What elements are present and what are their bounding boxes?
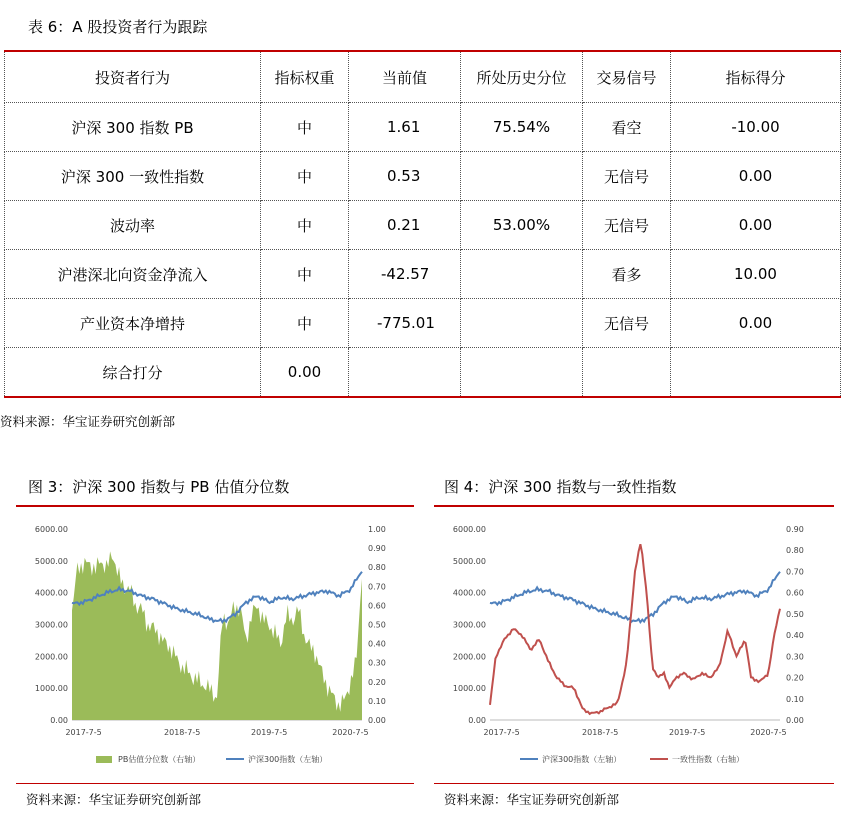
- y-left-tick-label: 3000.00: [34, 620, 68, 630]
- y-left-tick-label: 2000.00: [34, 652, 68, 662]
- y-left-tick-label: 1000.00: [452, 684, 486, 694]
- table-cell: 0.53: [349, 152, 461, 201]
- header-cell: 指标得分: [671, 51, 841, 103]
- table-header-row: [5, 51, 841, 103]
- header-cell: 指标权重: [261, 51, 349, 103]
- table-title: 表 6：A 股投资者行为跟踪: [28, 18, 208, 36]
- fig3-source: 资料来源：华宝证券研究创新部: [26, 792, 202, 807]
- table-cell: 75.54%: [461, 103, 583, 152]
- y-right-tick-label: 0.30: [368, 658, 386, 668]
- x-tick-label: 2017-7-5: [483, 728, 520, 737]
- header-cell: 所处历史分位: [461, 51, 583, 103]
- y-right-tick-label: 0.70: [368, 582, 386, 592]
- table-cell: 中: [261, 250, 349, 299]
- table-cell: 10.00: [671, 250, 841, 299]
- table-cell: -775.01: [349, 299, 461, 348]
- y-right-tick-label: 0.70: [786, 567, 804, 577]
- table-cell: -10.00: [671, 103, 841, 152]
- table-cell: 无信号: [583, 299, 671, 348]
- x-tick-label: 2017-7-5: [65, 728, 102, 737]
- table-cell: 0.00: [671, 201, 841, 250]
- fig3-top-rule: [16, 505, 414, 507]
- pb-percentile-area: [72, 551, 362, 720]
- y-right-tick-label: 0.40: [368, 639, 386, 649]
- header-cell: 投资者行为: [5, 51, 261, 103]
- table-row: [5, 250, 841, 299]
- table-cell: 综合打分: [5, 348, 261, 398]
- table-row: [5, 201, 841, 250]
- table-cell: [349, 348, 461, 398]
- x-tick-label: 2020-7-5: [332, 728, 369, 737]
- y-right-tick-label: 0.60: [786, 588, 804, 598]
- table-cell: 无信号: [583, 201, 671, 250]
- table-cell: [583, 348, 671, 398]
- fig3-bottom-rule: [16, 783, 414, 784]
- investor-behavior-table: [4, 50, 841, 398]
- table-cell: 0.00: [261, 348, 349, 398]
- table-cell: [461, 250, 583, 299]
- y-right-tick-label: 0.90: [368, 544, 386, 554]
- y-right-tick-label: 0.80: [786, 546, 804, 556]
- table-row: [5, 103, 841, 152]
- header-cell: 当前值: [349, 51, 461, 103]
- y-left-tick-label: 0.00: [50, 716, 68, 725]
- y-right-tick-label: 0.20: [368, 677, 386, 687]
- table-cell: 看多: [583, 250, 671, 299]
- fig4-top-rule: [434, 505, 834, 507]
- fig3-title: 图 3：沪深 300 指数与 PB 估值分位数: [28, 478, 290, 496]
- x-tick-label: 2019-7-5: [251, 728, 288, 737]
- table-cell: 看空: [583, 103, 671, 152]
- x-tick-label: 2019-7-5: [669, 728, 706, 737]
- fig4-source: 资料来源：华宝证券研究创新部: [444, 792, 620, 807]
- fig3-chart: [16, 512, 416, 777]
- table-cell: [461, 348, 583, 398]
- y-left-tick-label: 5000.00: [34, 556, 68, 566]
- x-tick-label: 2020-7-5: [750, 728, 787, 737]
- table-cell: 沪深 300 指数 PB: [5, 103, 261, 152]
- table-cell: 中: [261, 103, 349, 152]
- legend-swatch: [96, 756, 112, 763]
- table-cell: 中: [261, 299, 349, 348]
- table-cell: 产业资本净增持: [5, 299, 261, 348]
- table-source: 资料来源：华宝证券研究创新部: [0, 414, 176, 429]
- table-cell: [671, 348, 841, 398]
- y-right-tick-label: 0.20: [786, 673, 804, 683]
- table-row: [5, 348, 841, 398]
- y-right-tick-label: 0.00: [368, 716, 386, 725]
- x-tick-label: 2018-7-5: [164, 728, 201, 737]
- table-row: [5, 299, 841, 348]
- y-left-tick-label: 4000.00: [34, 588, 68, 598]
- table-cell: [461, 152, 583, 201]
- table-row: [5, 152, 841, 201]
- legend-label: 沪深300指数（左轴）: [248, 755, 328, 764]
- table-cell: 0.00: [671, 299, 841, 348]
- y-right-tick-label: 0.00: [786, 716, 804, 725]
- y-left-tick-label: 2000.00: [452, 652, 486, 662]
- table-cell: 沪深 300 一致性指数: [5, 152, 261, 201]
- y-right-tick-label: 0.50: [368, 620, 386, 630]
- y-right-tick-label: 0.90: [786, 525, 804, 534]
- table-cell: -42.57: [349, 250, 461, 299]
- table-cell: 波动率: [5, 201, 261, 250]
- consistency-index-line: [490, 544, 780, 714]
- y-right-tick-label: 0.30: [786, 652, 804, 662]
- y-left-tick-label: 0.00: [468, 716, 486, 725]
- fig4-chart: [434, 512, 838, 777]
- table-cell: 无信号: [583, 152, 671, 201]
- fig4-title: 图 4：沪深 300 指数与一致性指数: [444, 478, 677, 496]
- y-left-tick-label: 1000.00: [34, 684, 68, 694]
- fig4-bottom-rule: [434, 783, 834, 784]
- table-cell: 中: [261, 201, 349, 250]
- table-cell: 1.61: [349, 103, 461, 152]
- header-cell: 交易信号: [583, 51, 671, 103]
- y-right-tick-label: 0.50: [786, 609, 804, 619]
- table-cell: 0.00: [671, 152, 841, 201]
- y-right-tick-label: 0.40: [786, 631, 804, 641]
- table-cell: 53.00%: [461, 201, 583, 250]
- legend-label: 沪深300指数（左轴）: [542, 755, 622, 764]
- y-left-tick-label: 5000.00: [452, 556, 486, 566]
- y-right-tick-label: 0.10: [368, 696, 386, 706]
- table-cell: [461, 299, 583, 348]
- table-cell: 0.21: [349, 201, 461, 250]
- y-right-tick-label: 1.00: [368, 525, 386, 534]
- legend-label: PB估值分位数（右轴）: [118, 755, 201, 764]
- y-left-tick-label: 4000.00: [452, 588, 486, 598]
- y-left-tick-label: 3000.00: [452, 620, 486, 630]
- y-right-tick-label: 0.80: [368, 563, 386, 573]
- legend-label: 一致性指数（右轴）: [672, 755, 744, 764]
- table-cell: 沪港深北向资金净流入: [5, 250, 261, 299]
- x-tick-label: 2018-7-5: [582, 728, 619, 737]
- y-right-tick-label: 0.10: [786, 694, 804, 704]
- y-left-tick-label: 6000.00: [34, 525, 68, 534]
- y-left-tick-label: 6000.00: [452, 525, 486, 534]
- table-cell: 中: [261, 152, 349, 201]
- y-right-tick-label: 0.60: [368, 601, 386, 611]
